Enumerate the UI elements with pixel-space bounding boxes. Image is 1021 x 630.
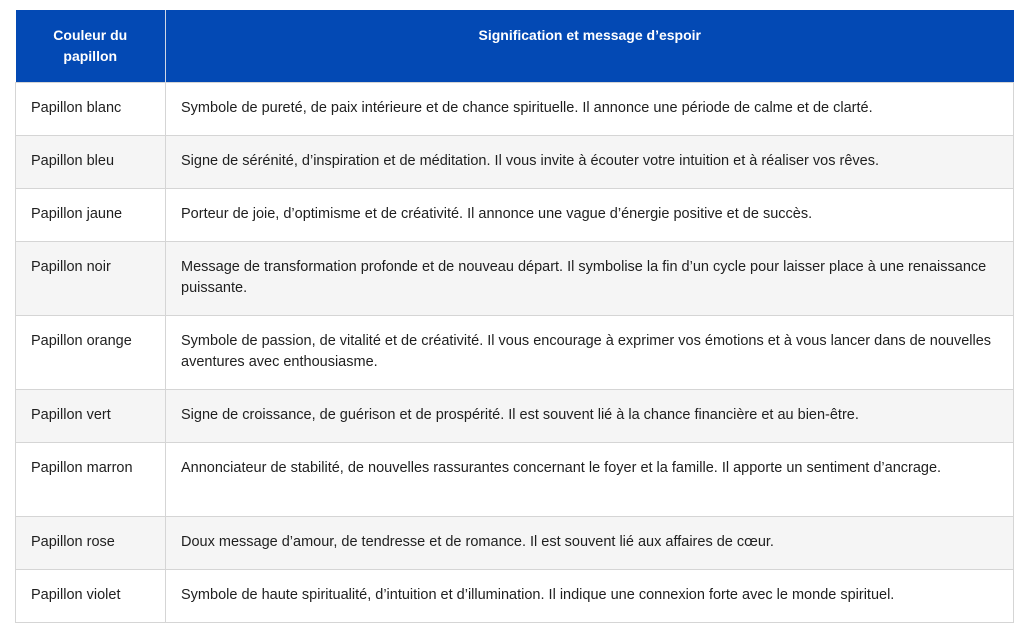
- butterfly-color-cell: Papillon marron: [16, 442, 166, 516]
- butterfly-meaning-cell: Doux message d’amour, de tendresse et de romance. Il est souvent lié aux affaires de cœur.: [166, 516, 1014, 569]
- header-row: [16, 10, 1014, 82]
- table-row: [16, 188, 1014, 241]
- table-row: [16, 82, 1014, 135]
- butterfly-color-cell: Papillon rose: [16, 516, 166, 569]
- table-body: [16, 82, 1014, 622]
- butterfly-meaning-cell: Porteur de joie, d’optimisme et de créativité. Il annonce une vague d’énergie positive et de succès.: [166, 188, 1014, 241]
- table-row: [16, 569, 1014, 622]
- butterfly-color-cell: Papillon orange: [16, 315, 166, 389]
- butterfly-meaning-cell: Signe de croissance, de guérison et de prospérité. Il est souvent lié à la chance financière et au bien-être.: [166, 389, 1014, 442]
- butterfly-meaning-table-container: [15, 10, 1013, 623]
- table-row: [16, 135, 1014, 188]
- table-row: [16, 516, 1014, 569]
- header-meaning-column: Signification et message d’espoir: [166, 10, 1014, 82]
- butterfly-meaning-cell: Symbole de pureté, de paix intérieure et de chance spirituelle. Il annonce une période de calme et de clarté.: [166, 82, 1014, 135]
- butterfly-color-cell: Papillon violet: [16, 569, 166, 622]
- butterfly-meaning-cell: Annonciateur de stabilité, de nouvelles rassurantes concernant le foyer et la famille. Il apporte un sentiment d’ancrage.: [166, 442, 1014, 516]
- butterfly-color-cell: Papillon blanc: [16, 82, 166, 135]
- butterfly-color-cell: Papillon vert: [16, 389, 166, 442]
- butterfly-color-cell: Papillon noir: [16, 241, 166, 315]
- butterfly-meaning-cell: Symbole de passion, de vitalité et de créativité. Il vous encourage à exprimer vos émotions et à vous lancer dans de nouvelles aventures avec enthousiasme.: [166, 315, 1014, 389]
- table-row: [16, 389, 1014, 442]
- butterfly-meaning-cell: Symbole de haute spiritualité, d’intuition et d’illumination. Il indique une connexion forte avec le monde spirituel.: [166, 569, 1014, 622]
- butterfly-color-cell: Papillon bleu: [16, 135, 166, 188]
- table-row: [16, 442, 1014, 516]
- table-row: [16, 241, 1014, 315]
- table-row: [16, 315, 1014, 389]
- butterfly-meaning-cell: Message de transformation profonde et de nouveau départ. Il symbolise la fin d’un cycle pour laisser place à une renaissance puissante.: [166, 241, 1014, 315]
- butterfly-meaning-cell: Signe de sérénité, d’inspiration et de méditation. Il vous invite à écouter votre intuition et à réaliser vos rêves.: [166, 135, 1014, 188]
- butterfly-meaning-table: [15, 10, 1014, 623]
- header-color-column: Couleur du papillon: [16, 10, 166, 82]
- butterfly-color-cell: Papillon jaune: [16, 188, 166, 241]
- table-header: [16, 10, 1014, 82]
